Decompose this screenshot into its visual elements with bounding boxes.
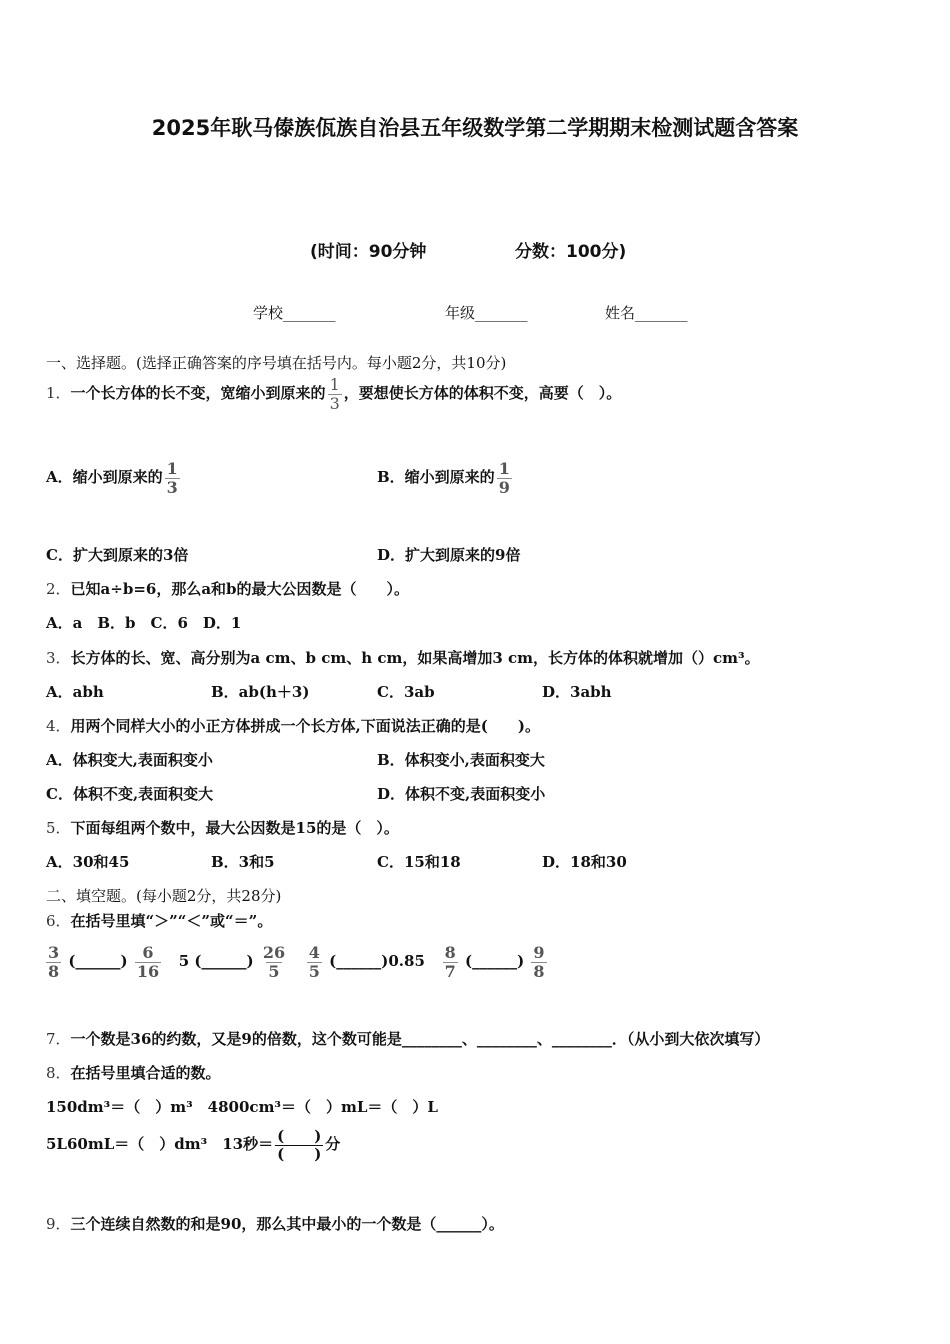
denominator: 9 <box>498 477 510 497</box>
denominator: 5 <box>268 961 280 981</box>
question-text-end: ，要想使长方体的体积不变，高要（ ）。 <box>343 384 622 403</box>
score-label: 分数：100分) <box>515 242 627 262</box>
fraction <box>261 944 287 980</box>
comparison-row <box>44 944 549 980</box>
time-label: (时间：90分钟 <box>310 242 427 262</box>
section-2-heading: 二、填空题。(每小题2分，共28分) <box>46 887 282 905</box>
denominator: 5 <box>308 961 320 981</box>
question-text: 已知a÷b=6，那么a和b的最大公因数是（ ）。 <box>70 580 410 598</box>
answer-blank: (______) <box>329 952 389 971</box>
question-number: 9． <box>46 1215 71 1233</box>
fraction <box>165 460 180 496</box>
answer-blank: (______) <box>464 952 525 971</box>
question-4 <box>46 715 540 736</box>
option-b: B．体积变小,表面积变大 <box>377 751 545 769</box>
option-a: A．体积变大,表面积变小 <box>46 751 213 769</box>
answer-blank: (______) <box>194 952 254 971</box>
option-d: D．3abh <box>542 683 612 701</box>
fraction <box>531 944 546 980</box>
fraction <box>328 376 342 412</box>
question-text: 下面每组两个数中，最大公因数是15的是（ ）。 <box>70 819 399 837</box>
question-number: 2． <box>46 580 71 598</box>
option-d: D．18和30 <box>542 853 627 871</box>
denominator: 3 <box>166 477 178 497</box>
question-number: 3． <box>46 649 71 667</box>
school-field: 学校_______ <box>253 304 336 322</box>
numerator: 1 <box>498 459 510 478</box>
name-field: 姓名_______ <box>605 304 688 322</box>
option-d: D．体积不变,表面积变小 <box>377 785 546 803</box>
question-8-line-2 <box>46 1128 340 1162</box>
option-c: C．体积不变,表面积变大 <box>46 785 214 803</box>
option-c: C．3ab <box>377 683 435 701</box>
question-text: 用两个同样大小的小正方体拼成一个长方体,下面说法正确的是( )。 <box>70 717 540 735</box>
denominator: 7 <box>444 961 456 981</box>
grade-field: 年级_______ <box>445 304 528 322</box>
option-b: B．3和5 <box>211 853 275 871</box>
fraction <box>135 944 161 980</box>
decimal: 0.85 <box>388 952 425 971</box>
option-a: A．abh <box>46 683 104 701</box>
denominator: ( ) <box>277 1144 322 1163</box>
numerator: 1 <box>329 375 340 394</box>
answer-blank: (______) <box>68 952 128 971</box>
question-text: 在括号里填“＞”“＜”或“＝”。 <box>70 912 273 930</box>
option-d: D．扩大到原来的9倍 <box>377 546 521 564</box>
question-number: 7． <box>46 1030 71 1048</box>
page-title: 2025年耿马傣族佤族自治县五年级数学第二学期期末检测试题含答案 <box>151 116 799 140</box>
numerator: 4 <box>308 943 320 962</box>
question-5 <box>46 817 399 838</box>
option-b <box>377 460 514 496</box>
question-1 <box>46 376 621 412</box>
question-9 <box>46 1213 504 1234</box>
question-8 <box>46 1062 221 1083</box>
fraction <box>46 944 61 980</box>
numerator: 9 <box>533 943 545 962</box>
numerator: 8 <box>444 943 456 962</box>
option-c: C．15和18 <box>377 853 461 871</box>
question-8-line-1: 150dm³＝（ ）m³ 4800cm³＝（ ）mL＝（ ）L <box>46 1098 438 1116</box>
numerator: 6 <box>142 943 154 962</box>
question-text: 一个长方体的长不变，宽缩小到原来的 <box>70 384 326 403</box>
question-2-options: A．a B．b C．6 D．1 <box>46 614 242 632</box>
number: 5 <box>178 952 190 971</box>
numerator: 26 <box>262 943 286 962</box>
fraction <box>275 1128 323 1162</box>
denominator: 16 <box>136 961 160 981</box>
fraction <box>307 944 322 980</box>
denominator: 3 <box>329 393 340 413</box>
question-text: 三个连续自然数的和是90，那么其中最小的一个数是（______）。 <box>70 1215 504 1233</box>
question-number: 8． <box>46 1064 71 1082</box>
numerator: 1 <box>166 459 178 478</box>
section-1-heading: 一、选择题。(选择正确答案的序号填在括号内。每小题2分，共10分) <box>46 354 507 372</box>
fraction <box>497 460 512 496</box>
question-7 <box>46 1028 769 1049</box>
question-number: 5． <box>46 819 71 837</box>
fraction <box>443 944 458 980</box>
numerator: 3 <box>48 943 60 962</box>
option-text: A．缩小到原来的 <box>46 468 163 487</box>
line-text: 5L60mL＝（ ）dm³ 13秒＝ <box>46 1135 274 1153</box>
option-b: B．ab(h＋3) <box>211 683 310 701</box>
option-a: A．30和45 <box>46 853 130 871</box>
question-number: 4． <box>46 717 71 735</box>
option-c: C．扩大到原来的3倍 <box>46 546 189 564</box>
question-6 <box>46 910 272 931</box>
question-text: 一个数是36的约数，又是9的倍数，这个数可能是________、________、________．（从小到大依次填写） <box>70 1030 770 1048</box>
denominator: 8 <box>533 961 545 981</box>
question-2 <box>46 578 409 599</box>
denominator: 8 <box>48 961 60 981</box>
unit: 分 <box>325 1135 341 1153</box>
question-text: 在括号里填合适的数。 <box>70 1064 221 1082</box>
question-number: 6． <box>46 912 71 930</box>
question-number: 1． <box>46 384 71 403</box>
question-3 <box>46 647 760 668</box>
numerator: ( ) <box>277 1127 322 1145</box>
option-text: B．缩小到原来的 <box>377 468 495 487</box>
option-a <box>46 460 182 496</box>
question-text: 长方体的长、宽、高分别为a cm、b cm、h cm，如果高增加3 cm，长方体的体积就增加（）cm³。 <box>70 649 760 667</box>
